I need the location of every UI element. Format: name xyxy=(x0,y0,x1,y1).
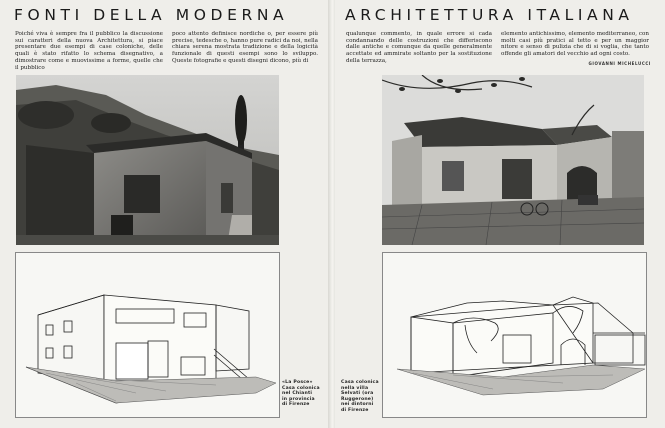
farmhouse-photo-right-image xyxy=(382,75,644,245)
body-column-1 xyxy=(15,31,163,71)
body-text-4: elemento antichissimo, elemento mediterraneo, con molti casi più pratici al tetto e per un maggior nitore e senso di pulizia che di si voglia, che tanto offende gli amatori del vecchio ad ogni costo. xyxy=(501,31,649,58)
body-text-1: Poiché viva è sempre fra il pubblico la discussione sui caratteri della nuova Architettura, si piace presentare due esempi di case coloniche, delle quali è stato rifatto lo schema disegnativo, a dimostrare come e muovissime a forme, quelle che il pubblico xyxy=(15,31,163,71)
caption-left-line-1: «La Posce» xyxy=(282,380,313,385)
body-column-3 xyxy=(346,31,492,65)
spread-title-right: ARCHITETTURA ITALIANA xyxy=(345,6,634,24)
body-text-3: qualunque commento, in quale errore si cada condannando delle costruzioni che differiscono dalle antiche e comunque da quelle generalmente accettate ed ammirate soltanto per la sostituzione della terrazza, xyxy=(346,31,492,64)
drawing-right-lines xyxy=(383,253,646,417)
left-page xyxy=(0,0,330,428)
spread-title-left: FONTI DELLA MODERNA xyxy=(14,6,289,24)
caption-right-line-2: nella villa xyxy=(341,385,369,391)
caption-left-line-5: di Firenze xyxy=(282,402,310,408)
body-text-2: poco attento definisce nordiche o, per essere più precise, tedesche o, hanno pure radici da noi, nella chiara serena mostrata tradizione e della logicità funzionale di questi esempi sono lo sviluppo. Queste fotografie e questi disegni dicono, più di xyxy=(172,31,318,64)
caption-right xyxy=(341,380,381,414)
caption-left-line-3: nel Chianti xyxy=(282,391,313,397)
farmhouse-photo-left xyxy=(16,75,279,245)
right-page xyxy=(335,0,665,428)
farmhouse-photo-left-image xyxy=(16,75,279,245)
caption-right-line-5: nei dintorni xyxy=(341,402,374,408)
caption-right-line-3: Selvati (ora xyxy=(341,391,374,397)
farmhouse-photo-right xyxy=(382,75,644,245)
body-column-2 xyxy=(172,31,318,65)
architectural-drawing-right xyxy=(382,252,647,418)
caption-right-line-6: di Firenze xyxy=(341,407,369,413)
author-signature: GIOVANNI MICHELUCCI xyxy=(588,61,651,66)
architectural-drawing-left xyxy=(15,252,280,418)
drawing-left-lines xyxy=(16,253,279,417)
body-column-4 xyxy=(501,31,649,58)
caption-left-line-4: in provincia xyxy=(282,396,315,402)
caption-left xyxy=(282,380,324,408)
caption-right-line-1: Casa colonica xyxy=(341,380,379,385)
caption-left-line-2: Casa colonica xyxy=(282,385,320,391)
caption-right-line-4: Ruggerone) xyxy=(341,396,374,402)
